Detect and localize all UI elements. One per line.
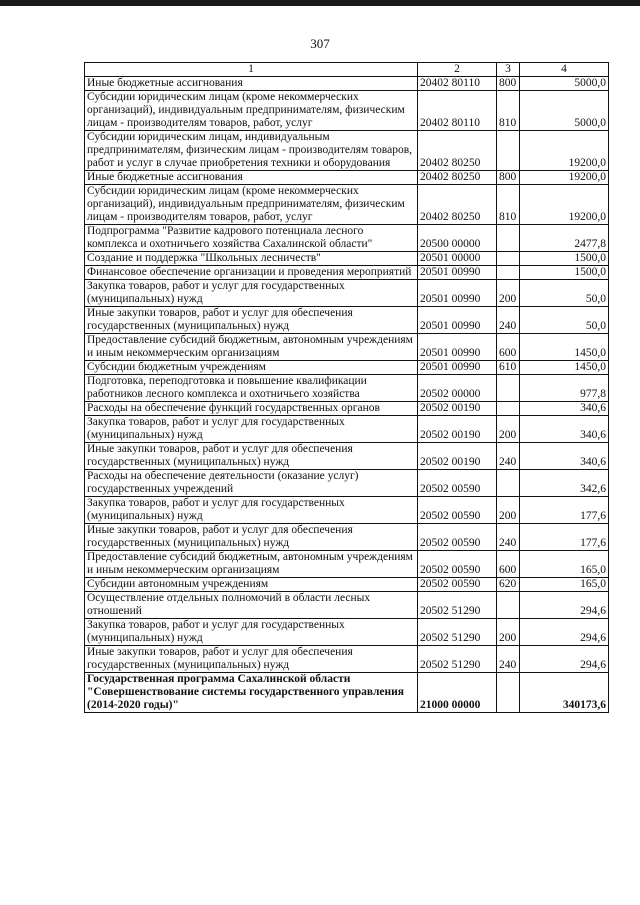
row-name-cell: Расходы на обеспечение функций государственных органов xyxy=(85,402,418,416)
row-name-cell: Осуществление отдельных полномочий в области лесных отношений xyxy=(85,592,418,619)
row-amount-cell: 1450,0 xyxy=(520,334,609,361)
row-type-cell xyxy=(497,470,520,497)
row-name-cell: Субсидии юридическим лицам (кроме некоммерческих организаций), индивидуальным предпринимателям, физическим лицам - производителям товаров, работ, услуг xyxy=(85,91,418,131)
row-code-cell: 20502 00190 xyxy=(418,402,497,416)
row-amount-cell: 340,6 xyxy=(520,443,609,470)
row-type-cell xyxy=(497,402,520,416)
row-name-cell: Субсидии автономным учреждениям xyxy=(85,578,418,592)
row-type-cell xyxy=(497,375,520,402)
row-name-cell: Расходы на обеспечение деятельности (оказание услуг) государственных учреждений xyxy=(85,470,418,497)
row-code-cell: 20402 80250 xyxy=(418,185,497,225)
row-code-cell: 20402 80250 xyxy=(418,131,497,171)
row-type-cell xyxy=(497,592,520,619)
row-code-cell: 20502 00000 xyxy=(418,375,497,402)
table-row xyxy=(85,225,609,252)
row-type-cell: 610 xyxy=(497,361,520,375)
row-name-cell: Закупка товаров, работ и услуг для государственных (муниципальных) нужд xyxy=(85,497,418,524)
row-amount-cell: 165,0 xyxy=(520,551,609,578)
table-row xyxy=(85,402,609,416)
row-amount-cell: 2477,8 xyxy=(520,225,609,252)
row-code-cell: 20502 00590 xyxy=(418,551,497,578)
row-name-cell: Предоставление субсидий бюджетным, автономным учреждениям и иным некоммерческим организациям xyxy=(85,551,418,578)
row-amount-cell: 294,6 xyxy=(520,592,609,619)
row-name-cell: Подготовка, переподготовка и повышение квалификации работников лесного комплекса и охотничьего хозяйства xyxy=(85,375,418,402)
row-type-cell: 240 xyxy=(497,646,520,673)
table-row xyxy=(85,646,609,673)
row-name-cell: Иные закупки товаров, работ и услуг для обеспечения государственных (муниципальных) нужд xyxy=(85,307,418,334)
row-amount-cell: 5000,0 xyxy=(520,77,609,91)
row-type-cell: 200 xyxy=(497,280,520,307)
row-type-cell xyxy=(497,225,520,252)
row-amount-cell: 340173,6 xyxy=(520,673,609,713)
row-type-cell: 240 xyxy=(497,307,520,334)
page-number: 307 xyxy=(310,36,330,51)
header-col-4: 4 xyxy=(520,63,609,77)
row-amount-cell: 342,6 xyxy=(520,470,609,497)
row-code-cell: 20501 00990 xyxy=(418,334,497,361)
row-amount-cell: 1500,0 xyxy=(520,266,609,280)
row-amount-cell: 177,6 xyxy=(520,524,609,551)
table-row xyxy=(85,375,609,402)
table-row xyxy=(85,171,609,185)
row-name-cell: Иные бюджетные ассигнования xyxy=(85,77,418,91)
row-name-cell: Субсидии юридическим лицам (кроме некоммерческих организаций), индивидуальным предпринимателям, физическим лицам - производителям товаров, работ, услуг xyxy=(85,185,418,225)
row-name-cell: Иные закупки товаров, работ и услуг для обеспечения государственных (муниципальных) нужд xyxy=(85,646,418,673)
row-name-cell: Иные закупки товаров, работ и услуг для обеспечения государственных (муниципальных) нужд xyxy=(85,443,418,470)
row-code-cell: 21000 00000 xyxy=(418,673,497,713)
row-code-cell: 20502 00590 xyxy=(418,470,497,497)
row-amount-cell: 19200,0 xyxy=(520,171,609,185)
budget-table xyxy=(84,62,609,713)
row-amount-cell: 50,0 xyxy=(520,307,609,334)
row-type-cell xyxy=(497,252,520,266)
row-name-cell: Субсидии бюджетным учреждениям xyxy=(85,361,418,375)
row-code-cell: 20502 51290 xyxy=(418,619,497,646)
row-type-cell: 200 xyxy=(497,497,520,524)
row-amount-cell: 340,6 xyxy=(520,402,609,416)
table-row xyxy=(85,77,609,91)
row-code-cell: 20402 80250 xyxy=(418,171,497,185)
header-col-3: 3 xyxy=(497,63,520,77)
row-amount-cell: 977,8 xyxy=(520,375,609,402)
table-row xyxy=(85,185,609,225)
row-amount-cell: 5000,0 xyxy=(520,91,609,131)
table-header-row xyxy=(85,63,609,77)
row-type-cell: 200 xyxy=(497,416,520,443)
row-type-cell: 800 xyxy=(497,77,520,91)
table-body xyxy=(85,77,609,713)
table-row xyxy=(85,443,609,470)
table-row xyxy=(85,578,609,592)
table-row xyxy=(85,280,609,307)
table-row xyxy=(85,91,609,131)
row-amount-cell: 294,6 xyxy=(520,646,609,673)
row-code-cell: 20402 80110 xyxy=(418,77,497,91)
row-amount-cell: 1500,0 xyxy=(520,252,609,266)
row-name-cell: Создание и поддержка "Школьных лесничеств" xyxy=(85,252,418,266)
row-name-cell: Закупка товаров, работ и услуг для государственных (муниципальных) нужд xyxy=(85,619,418,646)
row-amount-cell: 294,6 xyxy=(520,619,609,646)
row-code-cell: 20501 00990 xyxy=(418,280,497,307)
row-type-cell xyxy=(497,131,520,171)
row-name-cell: Подпрограмма "Развитие кадрового потенциала лесного комплекса и охотничьего хозяйства Сахалинской области" xyxy=(85,225,418,252)
row-amount-cell: 340,6 xyxy=(520,416,609,443)
table-row xyxy=(85,673,609,713)
row-code-cell: 20501 00990 xyxy=(418,307,497,334)
row-name-cell: Предоставление субсидий бюджетным, автономным учреждениям и иным некоммерческим организациям xyxy=(85,334,418,361)
header-col-1: 1 xyxy=(85,63,418,77)
row-type-cell: 810 xyxy=(497,91,520,131)
row-amount-cell: 165,0 xyxy=(520,578,609,592)
row-type-cell: 620 xyxy=(497,578,520,592)
row-code-cell: 20500 00000 xyxy=(418,225,497,252)
top-border-rule xyxy=(0,0,640,6)
table-row xyxy=(85,416,609,443)
row-amount-cell: 19200,0 xyxy=(520,131,609,171)
table-row xyxy=(85,497,609,524)
row-type-cell: 600 xyxy=(497,551,520,578)
table-row xyxy=(85,334,609,361)
row-code-cell: 20502 00590 xyxy=(418,524,497,551)
row-type-cell: 240 xyxy=(497,443,520,470)
row-code-cell: 20502 00190 xyxy=(418,443,497,470)
table-row xyxy=(85,361,609,375)
row-code-cell: 20502 00590 xyxy=(418,497,497,524)
row-type-cell xyxy=(497,266,520,280)
row-code-cell: 20501 00990 xyxy=(418,266,497,280)
table-row xyxy=(85,131,609,171)
row-name-cell: Иные закупки товаров, работ и услуг для обеспечения государственных (муниципальных) нужд xyxy=(85,524,418,551)
row-name-cell: Закупка товаров, работ и услуг для государственных (муниципальных) нужд xyxy=(85,280,418,307)
row-name-cell: Государственная программа Сахалинской области "Совершенствование системы государственного управления (2014-2020 годы)" xyxy=(85,673,418,713)
row-amount-cell: 177,6 xyxy=(520,497,609,524)
row-name-cell: Субсидии юридическим лицам, индивидуальным предпринимателям, физическим лицам - производителям товаров, работ и услуг в случае приобретения техники и оборудования xyxy=(85,131,418,171)
row-type-cell: 600 xyxy=(497,334,520,361)
row-type-cell xyxy=(497,673,520,713)
row-type-cell: 200 xyxy=(497,619,520,646)
table-row xyxy=(85,470,609,497)
row-code-cell: 20502 00190 xyxy=(418,416,497,443)
row-type-cell: 800 xyxy=(497,171,520,185)
table-row xyxy=(85,266,609,280)
row-code-cell: 20501 00990 xyxy=(418,361,497,375)
row-name-cell: Финансовое обеспечение организации и проведения мероприятий xyxy=(85,266,418,280)
table-row xyxy=(85,551,609,578)
row-type-cell: 810 xyxy=(497,185,520,225)
row-name-cell: Закупка товаров, работ и услуг для государственных (муниципальных) нужд xyxy=(85,416,418,443)
table-row xyxy=(85,307,609,334)
table-row xyxy=(85,252,609,266)
table-row xyxy=(85,524,609,551)
row-code-cell: 20502 51290 xyxy=(418,646,497,673)
row-name-cell: Иные бюджетные ассигнования xyxy=(85,171,418,185)
header-col-2: 2 xyxy=(418,63,497,77)
row-amount-cell: 50,0 xyxy=(520,280,609,307)
row-code-cell: 20402 80110 xyxy=(418,91,497,131)
row-amount-cell: 19200,0 xyxy=(520,185,609,225)
row-code-cell: 20502 00590 xyxy=(418,578,497,592)
table-row xyxy=(85,619,609,646)
row-amount-cell: 1450,0 xyxy=(520,361,609,375)
table-row xyxy=(85,592,609,619)
row-code-cell: 20502 51290 xyxy=(418,592,497,619)
row-code-cell: 20501 00000 xyxy=(418,252,497,266)
row-type-cell: 240 xyxy=(497,524,520,551)
